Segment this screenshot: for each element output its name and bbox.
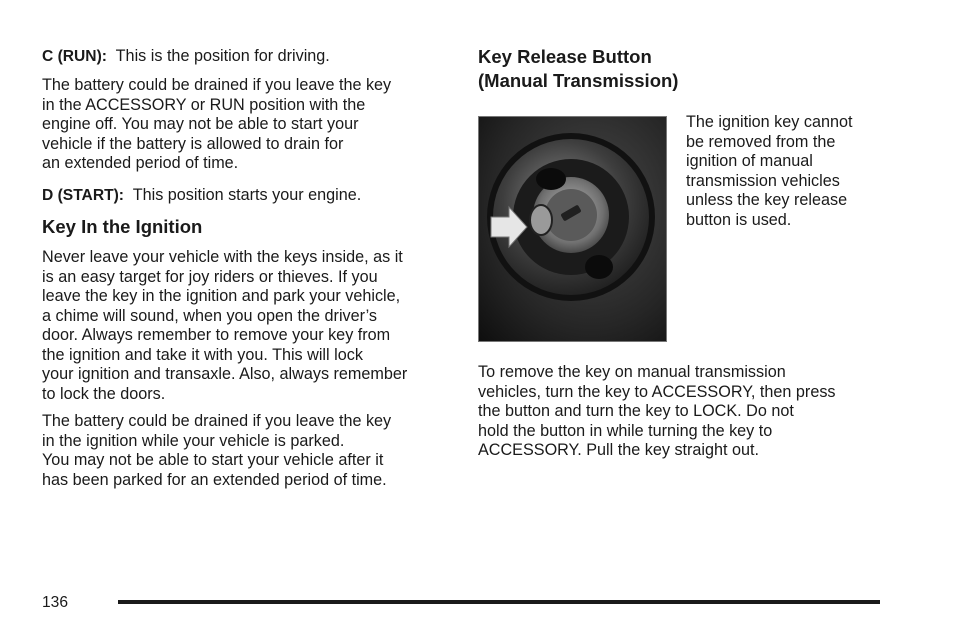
- text-line: vehicles, turn the key to ACCESSORY, then press: [478, 382, 836, 401]
- run-position-paragraph: [42, 47, 330, 67]
- battery-paragraph-2-continued: [42, 451, 387, 490]
- text-line: The battery could be drained if you leave the key: [42, 412, 392, 430]
- text-line: has been parked for an extended period of time.: [42, 470, 387, 489]
- text-line: You may not be able to start your vehicle after it: [42, 451, 384, 469]
- text-line: the button and turn the key to LOCK. Do not: [478, 402, 794, 420]
- ignition-key-release-photo: [478, 116, 667, 342]
- text-line: unless the key release: [686, 191, 848, 209]
- text-line: transmission vehicles: [686, 171, 840, 190]
- heading-line: (Manual Transmission): [478, 70, 679, 91]
- remove-key-paragraph: [478, 363, 888, 461]
- text-line: hold the button in while turning the key to: [478, 421, 773, 440]
- text-line: ignition of manual: [686, 152, 813, 170]
- text-line: button is used.: [686, 210, 792, 229]
- key-release-heading: [478, 45, 678, 93]
- text-line: a chime will sound, when you open the driver’s: [42, 306, 378, 325]
- start-position-paragraph: [42, 186, 361, 206]
- text-line: your ignition and transaxle. Also, always remember: [42, 365, 408, 383]
- text-line: vehicle if the battery is allowed to drain for: [42, 134, 344, 153]
- start-text: This position starts your engine.: [132, 186, 362, 204]
- text-line: ACCESSORY. Pull the key straight out.: [478, 441, 760, 459]
- never-leave-keys-paragraph: [42, 248, 407, 404]
- text-line: To remove the key on manual transmission: [478, 363, 786, 381]
- key-in-ignition-heading: Key In the Ignition: [42, 216, 203, 237]
- text-line: an extended period of time.: [42, 154, 239, 172]
- text-line: The battery could be drained if you leave the key: [42, 76, 392, 94]
- text-line: in the ignition while your vehicle is parked.: [42, 431, 345, 450]
- heading-line: Key Release Button: [478, 46, 652, 67]
- run-term: C (RUN):: [42, 48, 107, 65]
- key-cannot-be-removed-paragraph: [686, 113, 886, 230]
- text-line: the ignition and take it with you. This will lock: [42, 345, 363, 364]
- text-line: be removed from the: [686, 132, 836, 151]
- text-line: in the ACCESSORY or RUN position with the: [42, 95, 366, 114]
- text-line: The ignition key cannot: [686, 113, 853, 131]
- start-term: D (START):: [42, 187, 124, 204]
- ignition-photo-illustration: [479, 117, 666, 341]
- text-line: Never leave your vehicle with the keys inside, as it: [42, 248, 403, 266]
- text-line: to lock the doors.: [42, 384, 166, 403]
- text-line: leave the key in the ignition and park your vehicle,: [42, 287, 401, 305]
- battery-paragraph-2: [42, 412, 391, 451]
- footer-rule: [118, 600, 880, 604]
- text-line: door. Always remember to remove your key from: [42, 326, 391, 344]
- text-line: engine off. You may not be able to start your: [42, 115, 359, 133]
- text-line: is an easy target for joy riders or thieves. If you: [42, 267, 378, 286]
- battery-paragraph-1: [42, 76, 391, 174]
- run-text: This is the position for driving.: [115, 47, 330, 65]
- page-number: 136: [42, 594, 69, 611]
